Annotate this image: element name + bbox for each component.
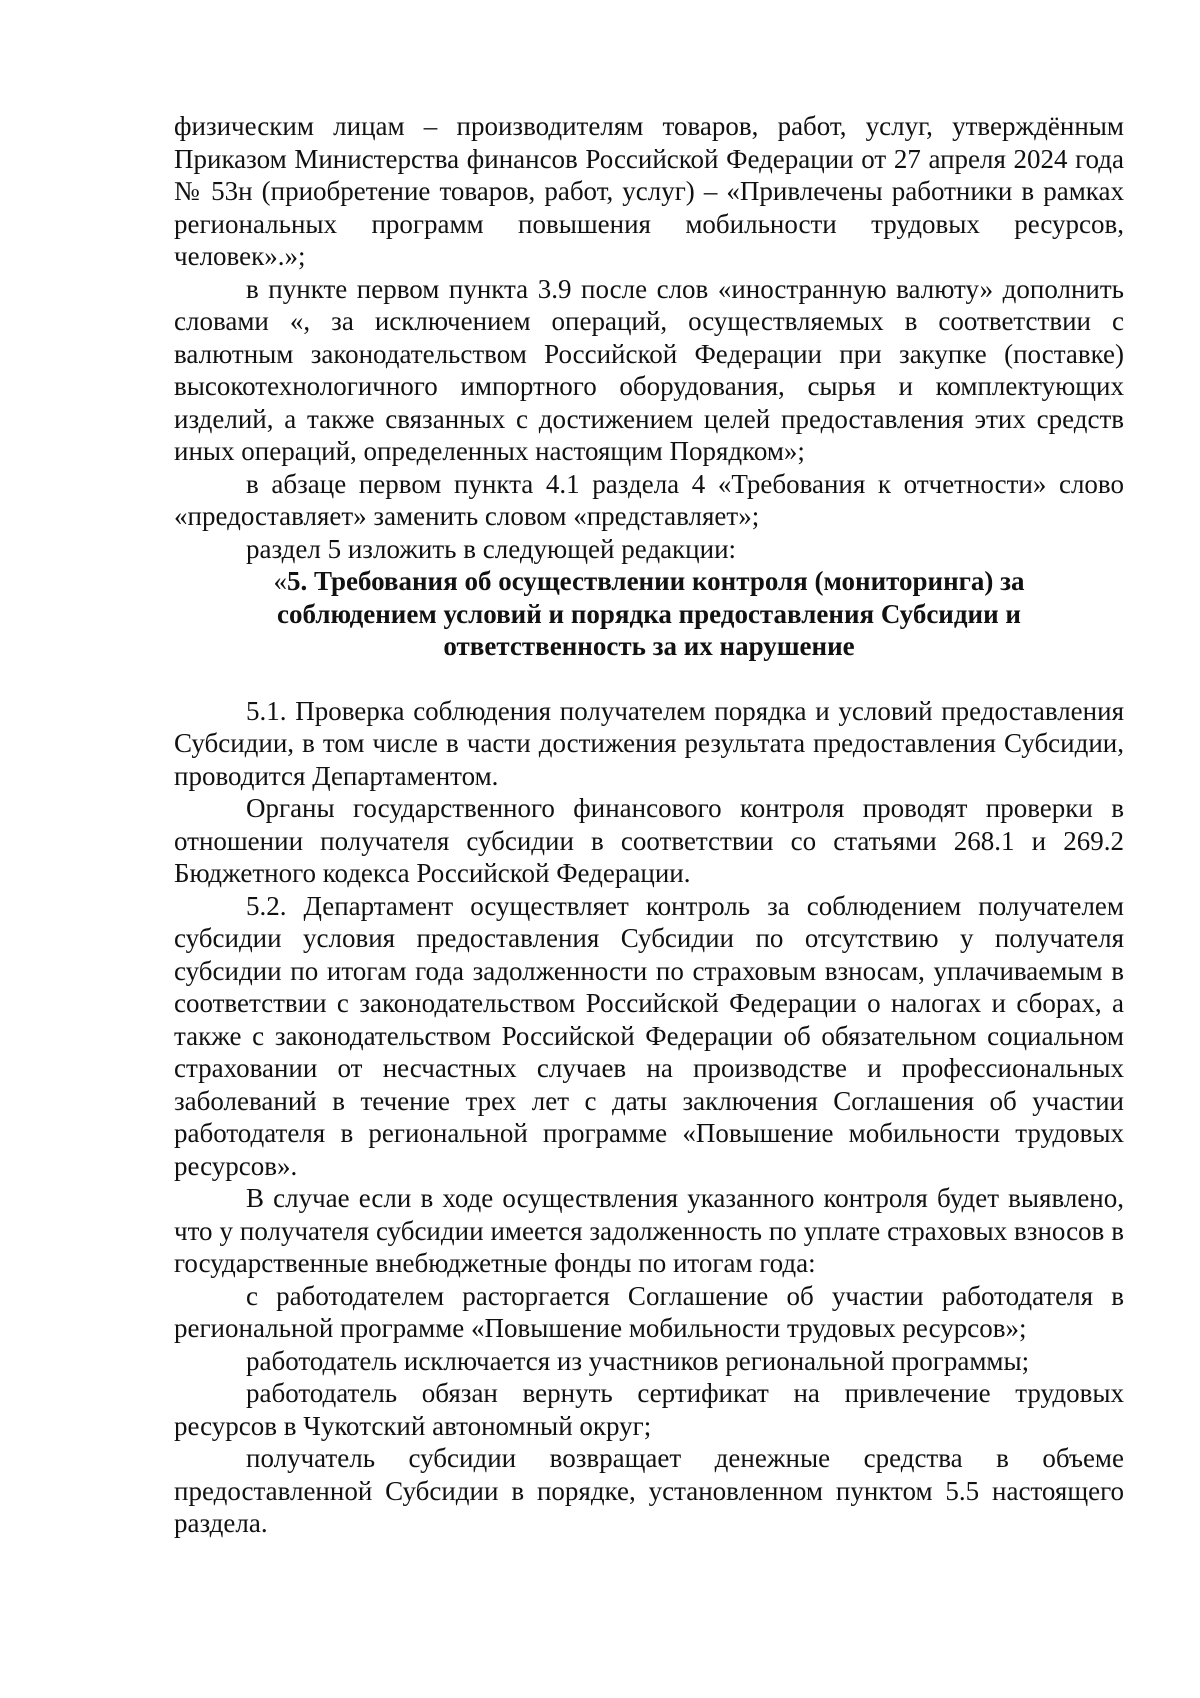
paragraph-agreement-termination: с работодателем расторгается Соглашение об участии работодателя в региональной программе «Повышение мобильности трудовых ресурсов»; (174, 1280, 1124, 1343)
paragraph-item-3-9: в пункте первом пункта 3.9 после слов «иностранную валюту» дополнить словами «, за исключением операций, осуществляемых в соответствии с валютным законодательством Российской Федерации при закупке (поставке) высокотехнологичного импортного оборудования, сырья и комплектующих изделий, а также связанных с достижением целей предоставления этих средств иных операций, определенных настоящим Порядком»; (174, 273, 1124, 466)
paragraph-certificate-return: работодатель обязан вернуть сертификат на привлечение трудовых ресурсов в Чукотский автономный округ; (174, 1378, 1124, 1441)
heading-text: 5. Требования об осуществлении контроля (мониторинга) за соблюдением условий и порядка предоставления Субсидии и ответственность за их нарушение (277, 566, 1025, 661)
paragraph-financial-control: Органы государственного финансового контроля проводят проверки в отношении получателя субсидии в соответствии со статьями 268.1 и 269.2 Бюджетного кодекса Российской Федерации. (174, 793, 1124, 888)
heading-quote-mark: « (273, 566, 287, 596)
paragraph-5-2: 5.2. Департамент осуществляет контроль за соблюдением получателем субсидии условия предоставления Субсидии по отсутствию у получателя субсидии по итогам года задолженности по страховым взносам, уплачиваемым в соответствии с законодательством Российской Федерации о налогах и сборах, а также с законодательством Российской Федерации об обязательном социальном страховании от несчастных случаев на производстве и профессиональных заболеваний в течение трех лет с даты заключения Соглашения об участии работодателя в региональной программе «Повышение мобильности трудовых ресурсов». (174, 890, 1124, 1181)
paragraph-5-1: 5.1. Проверка соблюдения получателем порядка и условий предоставления Субсидии, в том числе в части достижения результата предоставления Субсидии, проводится Департаментом. (174, 695, 1124, 791)
paragraph-continuation: физическим лицам – производителям товаров, работ, услуг, утверждённым Приказом Министерства финансов Российской Федерации от 27 апреля 2024 года № 53н (приобретение товаров, работ, услуг) – «Привлечены работники в рамках региональных программ повышения мобильности трудовых ресурсов, человек».»; (174, 111, 1124, 271)
paragraph-debt-case: В случае если в ходе осуществления указанного контроля будет выявлено, что у получателя субсидии имеется задолженность по уплате страховых взносов в государственные внебюджетные фонды по итогам года: (174, 1183, 1124, 1278)
paragraph-employer-excluded: работодатель исключается из участников региональной программы; (246, 1345, 1030, 1376)
heading-spacer (174, 663, 1124, 695)
document-page (174, 110, 1124, 1540)
paragraph-item-4-1: в абзаце первом пункта 4.1 раздела 4 «Требования к отчетности» слово «предоставляет» заменить словом «представляет»; (174, 468, 1124, 531)
paragraph-funds-return: получатель субсидии возвращает денежные средства в объеме предоставленной Субсидии в порядке, установленном пунктом 5.5 настоящего раздела. (174, 1443, 1124, 1538)
paragraph-section-5-intro: раздел 5 изложить в следующей редакции: (246, 533, 737, 564)
section-heading (174, 565, 1124, 663)
